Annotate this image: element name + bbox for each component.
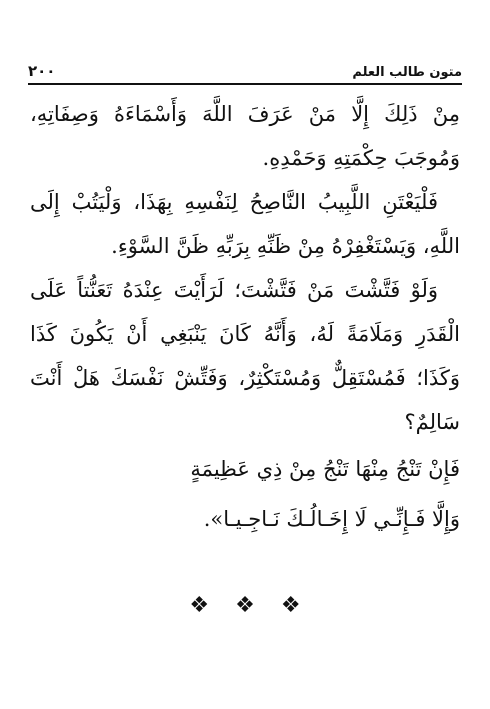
page-body	[30, 92, 460, 544]
ornament-icon: ❖	[235, 593, 255, 618]
page-number: ٢٠٠	[28, 62, 56, 80]
poem-verse	[30, 444, 460, 544]
ornament-icon: ❖	[280, 593, 301, 618]
ornament-icon: ❖	[189, 593, 210, 618]
book-title: متون طالب العلم	[352, 65, 462, 80]
paragraph-2: فَلْيَعْتَنِ اللَّبِيبُ النَّاصِحُ لِنَفْسِهِ بِهَذَا، وَلْيَتُبْ إِلَى اللَّهِ، وَيَسْتَغْفِرْهُ مِنْ ظَنِّهِ بِرَبِّهِ ظَنَّ السَّوْءِ.	[30, 190, 460, 258]
section-divider	[0, 593, 490, 619]
running-header	[28, 58, 462, 85]
verse-line-2: وَإِلَّا فَـإِنِّـي لَا إِخَـالُـكَ نَـاجِـيـا».	[203, 507, 460, 531]
verse-line-1: فَإِنْ تَنْجُ مِنْهَا تَنْجُ مِنْ ذِي عَظِيمَةٍ	[190, 457, 460, 481]
paragraph-3: وَلَوْ فَتَّشْتَ مَنْ فَتَّشْتَ؛ لَرَأَيْتَ عِنْدَهُ تَعَنُّتاً عَلَى الْقَدَرِ وَمَلَامَةً لَهُ، وَأَنَّهُ كَانَ يَنْبَغِي أَنْ يَكُونَ كَذَا وَكَذَا؛ فَمُسْتَقِلٌّ وَمُسْتَكْثِرٌ، وَفَتِّشْ نَفْسَكَ هَلْ أَنْتَ سَالِمٌ؟	[30, 278, 460, 434]
paragraph-1: مِنْ ذَلِكَ إِلَّا مَنْ عَرَفَ اللَّهَ وَأَسْمَاءَهُ وَصِفَاتِهِ، وَمُوجَبَ حِكْمَتِهِ وَحَمْدِهِ.	[30, 102, 460, 170]
